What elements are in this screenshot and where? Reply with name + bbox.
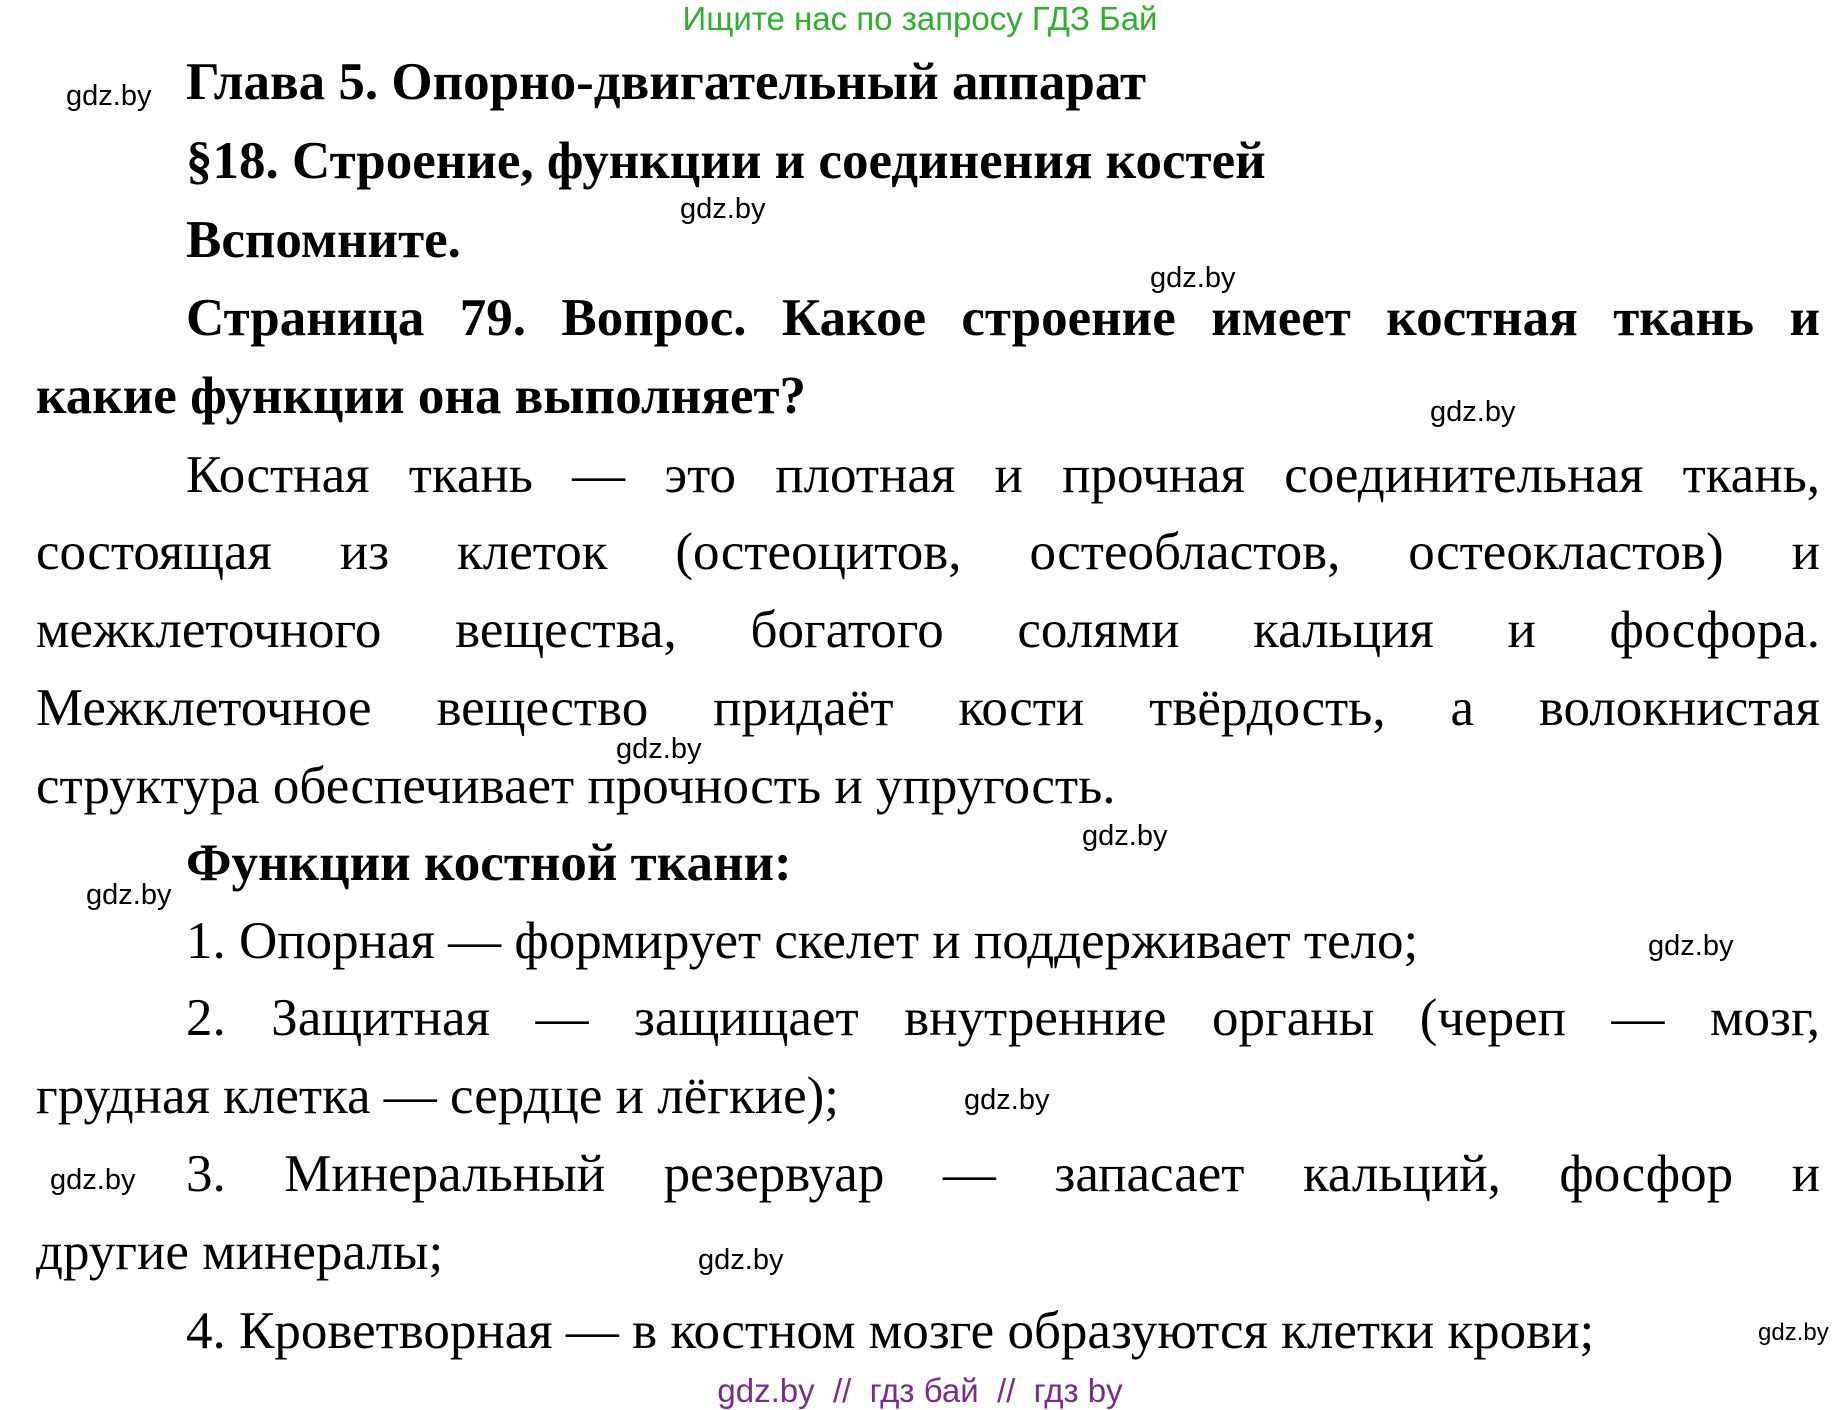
function-item-3-line-1: 3. Минеральный резервуар — запасает кальций, фосфор и bbox=[186, 1145, 1820, 1203]
watermark: gdz.by bbox=[1082, 820, 1168, 852]
watermark: gdz.by bbox=[1150, 262, 1236, 294]
watermark: gdz.by bbox=[66, 80, 152, 112]
function-item-1: 1. Опорная — формирует скелет и поддерживает тело; bbox=[186, 912, 1419, 970]
watermark: gdz.by bbox=[1430, 396, 1516, 428]
footer-links: gdz.by // гдз бай // гдз by bbox=[717, 1372, 1123, 1409]
watermark: gdz.by bbox=[964, 1084, 1050, 1116]
watermark: gdz.by bbox=[1648, 930, 1734, 962]
watermark: gdz.by bbox=[680, 193, 766, 225]
watermark: gdz.by bbox=[1758, 1319, 1829, 1346]
watermark: gdz.by bbox=[616, 733, 702, 765]
watermark: gdz.by bbox=[698, 1244, 784, 1276]
functions-heading: Функции костной ткани: bbox=[186, 834, 792, 892]
function-item-2-line-2: грудная клетка — сердце и лёгкие); bbox=[36, 1067, 839, 1125]
function-item-4: 4. Кроветворная — в костном мозге образуются клетки крови; bbox=[186, 1302, 1595, 1360]
watermark: gdz.by bbox=[50, 1164, 136, 1196]
answer-line-4: Межклеточное вещество придаёт кости твёрдость, а волокнистая bbox=[36, 679, 1820, 737]
answer-line-5: структура обеспечивает прочность и упругость. bbox=[36, 757, 1116, 815]
chapter-title: Глава 5. Опорно-двигательный аппарат bbox=[186, 53, 1146, 111]
answer-line-2: состоящая из клеток (остеоцитов, остеобластов, остеокластов) и bbox=[36, 523, 1820, 581]
function-item-3-line-2: другие минералы; bbox=[36, 1223, 444, 1281]
function-item-2-line-1: 2. Защитная — защищает внутренние органы (череп — мозг, bbox=[186, 989, 1820, 1047]
question-line-2: какие функции она выполняет? bbox=[36, 367, 807, 425]
watermark: gdz.by bbox=[86, 879, 172, 911]
answer-line-3: межклеточного вещества, богатого солями кальция и фосфора. bbox=[36, 601, 1820, 659]
question-line-1: Страница 79. Вопрос. Какое строение имеет костная ткань и bbox=[186, 289, 1820, 347]
recall-heading: Вспомните. bbox=[186, 211, 461, 269]
section-title: §18. Строение, функции и соединения костей bbox=[186, 132, 1266, 190]
answer-line-1: Костная ткань — это плотная и прочная соединительная ткань, bbox=[186, 446, 1820, 504]
top-banner: Ищите нас по запросу ГДЗ Бай bbox=[682, 0, 1158, 37]
